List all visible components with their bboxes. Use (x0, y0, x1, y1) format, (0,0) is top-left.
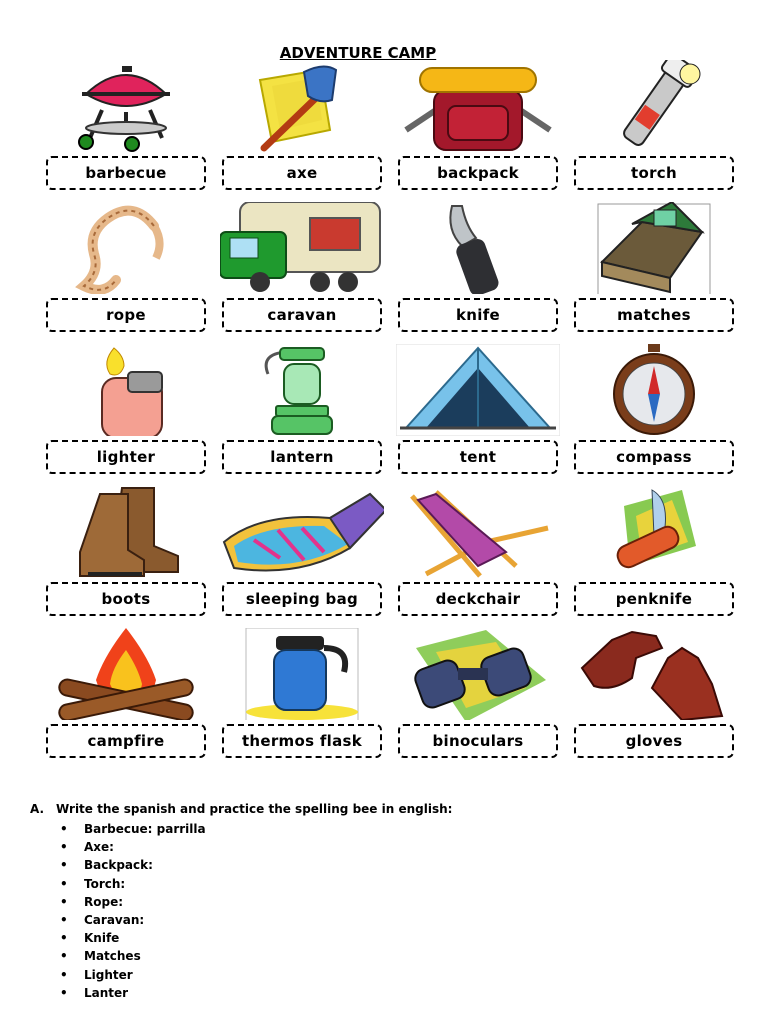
vocab-label: compass (574, 440, 734, 474)
backpack-icon (396, 60, 560, 152)
binoculars-icon (396, 628, 560, 720)
thermos-flask-icon (220, 628, 384, 720)
bullet-icon: • (60, 931, 68, 946)
tent-icon (396, 344, 560, 436)
vocab-label: tent (398, 440, 558, 474)
vocab-label: thermos flask (222, 724, 382, 758)
bullet-icon: • (60, 967, 68, 982)
vocab-label: backpack (398, 156, 558, 190)
vocab-label: gloves (574, 724, 734, 758)
campfire-icon (44, 628, 208, 720)
list-item-text: Matches (84, 949, 141, 964)
list-item-text: Knife (84, 931, 120, 946)
vocab-label: boots (46, 582, 206, 616)
boots-icon (44, 486, 208, 578)
list-item-text: Lanter (84, 985, 129, 1000)
list-item-text: Barbecue: parrilla (84, 822, 206, 836)
bullet-icon: • (60, 822, 68, 836)
list-item-text: Axe: (84, 840, 114, 855)
list-item (60, 966, 730, 984)
gloves-icon (572, 628, 736, 720)
lighter-icon (44, 344, 208, 436)
list-item-text: Rope: (84, 894, 124, 909)
list-item (60, 856, 730, 874)
caravan-icon (220, 202, 384, 294)
list-item-text: Caravan: (84, 912, 145, 927)
bullet-icon: • (60, 840, 68, 855)
bullet-icon: • (60, 985, 68, 1000)
list-item-text: Lighter (84, 967, 133, 982)
barbecue-icon (44, 60, 208, 152)
vocab-label: rope (46, 298, 206, 332)
knife-icon (396, 202, 560, 294)
vocab-label: binoculars (398, 724, 558, 758)
vocab-label: sleeping bag (222, 582, 382, 616)
vocab-label: matches (574, 298, 734, 332)
list-item (60, 947, 730, 965)
bullet-icon: • (60, 876, 68, 891)
penknife-icon (572, 486, 736, 578)
sleeping-bag-icon (220, 486, 384, 578)
vocab-label: torch (574, 156, 734, 190)
list-item (60, 911, 730, 929)
vocab-label: penknife (574, 582, 734, 616)
list-item (60, 875, 730, 893)
bullet-icon: • (60, 912, 68, 927)
vocab-label: knife (398, 298, 558, 332)
vocab-label: caravan (222, 298, 382, 332)
compass-icon (572, 344, 736, 436)
list-item (60, 929, 730, 947)
bullet-icon: • (60, 949, 68, 964)
vocab-label: barbecue (46, 156, 206, 190)
list-item-text: Backpack: (84, 858, 153, 873)
axe-icon (220, 60, 384, 152)
matches-icon (572, 202, 736, 294)
list-item (60, 984, 730, 1002)
vocab-label: axe (222, 156, 382, 190)
list-item-text: Torch: (84, 876, 126, 891)
list-item (60, 838, 730, 856)
deckchair-icon (396, 486, 560, 578)
answer-list (60, 820, 730, 1002)
bullet-icon: • (60, 894, 68, 909)
vocab-label: lighter (46, 440, 206, 474)
torch-icon (572, 60, 736, 152)
exercise-section (30, 802, 730, 1002)
bullet-icon: • (60, 858, 68, 873)
vocab-label: campfire (46, 724, 206, 758)
list-item (60, 820, 730, 838)
exercise-instruction: Write the spanish and practice the spelling bee in english: (56, 802, 453, 816)
list-item (60, 893, 730, 911)
rope-icon (44, 202, 208, 294)
exercise-letter: A. (30, 802, 45, 816)
vocab-label: deckchair (398, 582, 558, 616)
lantern-icon (220, 344, 384, 436)
vocab-label: lantern (222, 440, 382, 474)
page-title: ADVENTURE CAMP (279, 44, 437, 62)
